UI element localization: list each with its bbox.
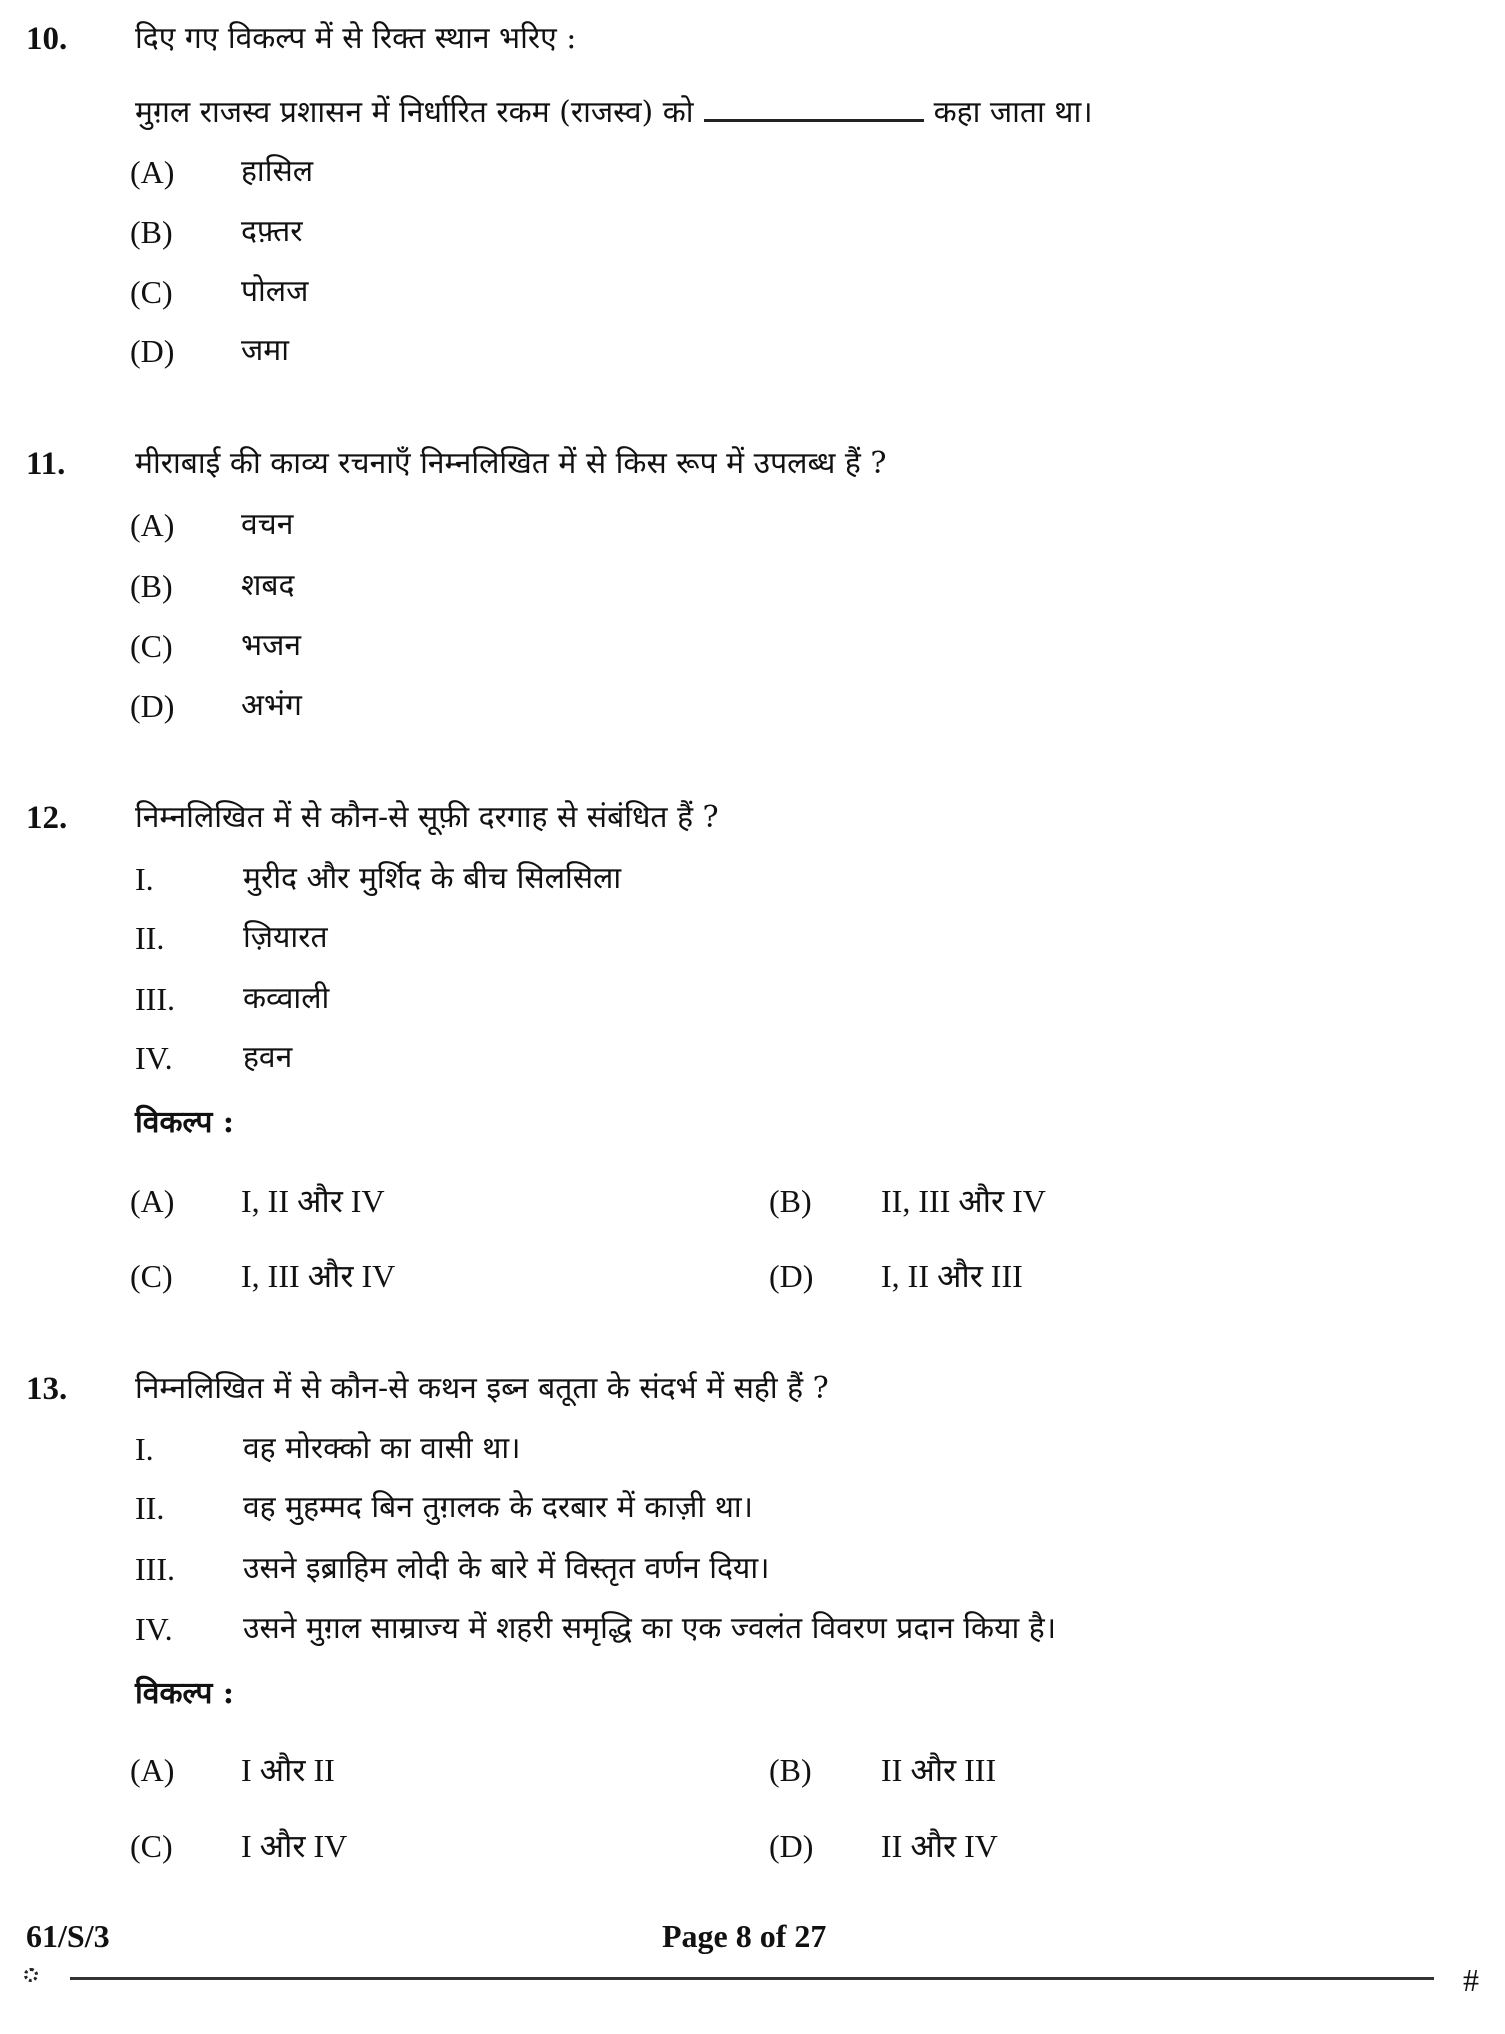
blank-line bbox=[704, 97, 924, 122]
option-label: (C) bbox=[130, 628, 173, 664]
statement-text: वह मोरक्को का वासी था। bbox=[243, 1431, 521, 1466]
statement-text: कव्वाली bbox=[243, 981, 330, 1016]
question-text: निम्नलिखित में से कौन-से सूफ़ी दरगाह से संबंधित हैं ? bbox=[135, 800, 719, 835]
question-number: 13. bbox=[26, 1371, 68, 1407]
hash-mark: # bbox=[1463, 1962, 1479, 1998]
option-label: (A) bbox=[130, 1752, 175, 1788]
option-text: I, III और IV bbox=[241, 1258, 396, 1294]
statement-text: उसने मुग़ल साम्राज्य में शहरी समृद्धि का एक ज्वलंत विवरण प्रदान किया है। bbox=[243, 1611, 1057, 1646]
option-label: (A) bbox=[130, 154, 175, 190]
option-label: (B) bbox=[769, 1183, 812, 1219]
statement-label: III. bbox=[135, 1551, 175, 1587]
question-number: 11. bbox=[26, 446, 66, 482]
question-number: 12. bbox=[26, 800, 68, 836]
statement-text: वह मुहम्मद बिन तुग़लक के दरबार में काज़ी था। bbox=[243, 1490, 754, 1525]
question-text: मीराबाई की काव्य रचनाएँ निम्नलिखित में से किस रूप में उपलब्ध हैं ? bbox=[135, 446, 887, 481]
option-label: (A) bbox=[130, 1183, 175, 1219]
option-label: (B) bbox=[130, 214, 173, 250]
option-label: (D) bbox=[769, 1258, 814, 1294]
stem-after: कहा जाता था। bbox=[933, 95, 1093, 130]
option-label: (A) bbox=[130, 507, 175, 543]
option-text: I, II और III bbox=[881, 1258, 1023, 1294]
statement-label: I. bbox=[135, 1431, 154, 1467]
statement-text: उसने इब्राहिम लोदी के बारे में विस्तृत वर्णन दिया। bbox=[243, 1551, 770, 1586]
option-label: (D) bbox=[130, 688, 175, 724]
paper-code: 61/S/3 bbox=[26, 1918, 110, 1954]
statement-text: मुरीद और मुर्शिद के बीच सिलसिला bbox=[243, 861, 622, 896]
option-label: (C) bbox=[130, 274, 173, 310]
gear-icon bbox=[24, 1968, 38, 1982]
statement-text: ज़ियारत bbox=[243, 920, 328, 955]
options-heading: विकल्प : bbox=[135, 1676, 234, 1711]
options-heading: विकल्प : bbox=[135, 1105, 234, 1140]
question-text: दिए गए विकल्प में से रिक्त स्थान भरिए : bbox=[135, 21, 577, 56]
statement-label: I. bbox=[135, 861, 154, 897]
statement-label: II. bbox=[135, 920, 165, 956]
option-label: (B) bbox=[769, 1752, 812, 1788]
option-text: हासिल bbox=[241, 154, 314, 189]
option-text: I और IV bbox=[241, 1828, 348, 1864]
statement-label: III. bbox=[135, 981, 175, 1017]
statement-label: IV. bbox=[135, 1040, 173, 1076]
option-text: दफ़्तर bbox=[241, 214, 303, 249]
option-text: II और IV bbox=[881, 1828, 998, 1864]
statement-label: II. bbox=[135, 1490, 165, 1526]
option-text: I और II bbox=[241, 1752, 335, 1788]
footer-divider bbox=[70, 1977, 1434, 1980]
option-text: II, III और IV bbox=[881, 1183, 1046, 1219]
option-text: जमा bbox=[241, 333, 289, 368]
option-text: शबद bbox=[241, 568, 295, 603]
option-text: II और III bbox=[881, 1752, 997, 1788]
statement-label: IV. bbox=[135, 1611, 173, 1647]
option-label: (C) bbox=[130, 1258, 173, 1294]
option-text: भजन bbox=[241, 628, 301, 663]
option-label: (D) bbox=[130, 333, 175, 369]
question-stem bbox=[135, 93, 1093, 133]
option-label: (B) bbox=[130, 568, 173, 604]
option-text: I, II और IV bbox=[241, 1183, 385, 1219]
option-text: पोलज bbox=[241, 274, 309, 309]
statement-text: हवन bbox=[243, 1040, 293, 1075]
question-text: निम्नलिखित में से कौन-से कथन इब्न बतूता के संदर्भ में सही हैं ? bbox=[135, 1371, 829, 1406]
option-label: (C) bbox=[130, 1828, 173, 1864]
question-number: 10. bbox=[26, 21, 68, 57]
option-text: अभंग bbox=[241, 688, 302, 723]
page-number: Page 8 of 27 bbox=[662, 1918, 827, 1954]
option-label: (D) bbox=[769, 1828, 814, 1864]
stem-before: मुग़ल राजस्व प्रशासन में निर्धारित रकम (राजस्व) को bbox=[135, 95, 694, 130]
option-text: वचन bbox=[241, 507, 294, 542]
